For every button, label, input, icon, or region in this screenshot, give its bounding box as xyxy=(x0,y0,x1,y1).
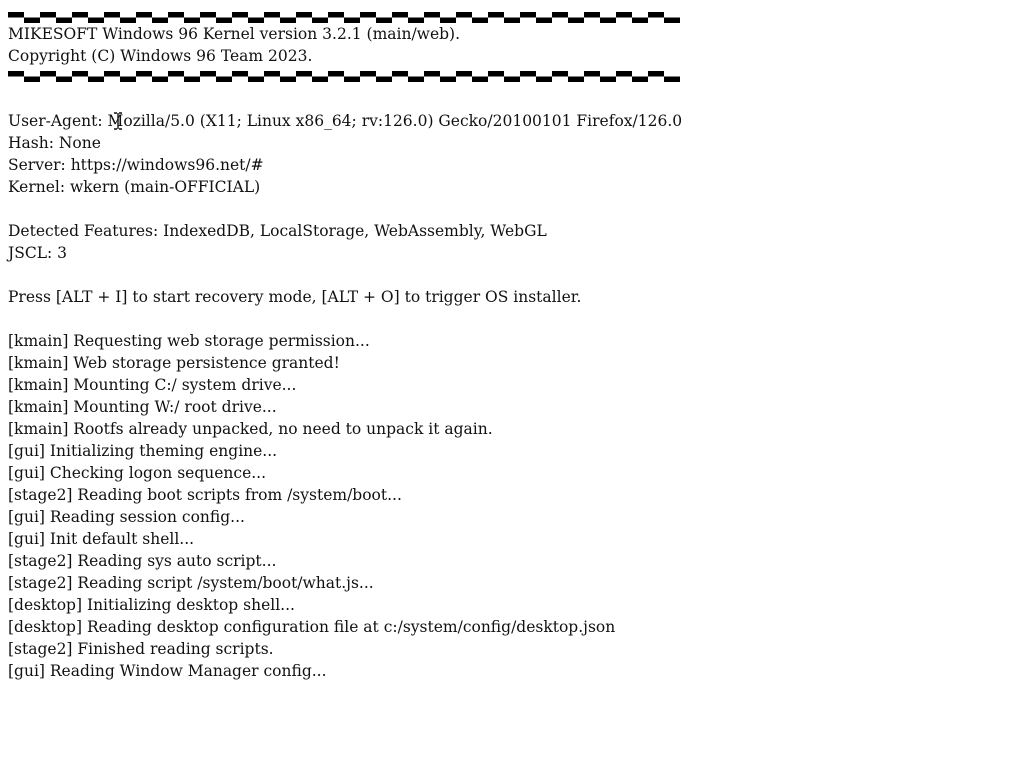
kernel-line: Kernel: wkern (main-OFFICIAL) xyxy=(8,178,261,196)
checker-block xyxy=(264,71,280,77)
checker-block xyxy=(72,12,88,18)
log-line: [gui] Initializing theming engine... xyxy=(8,442,278,460)
checker-block xyxy=(40,12,56,18)
checker-block xyxy=(168,71,184,77)
checker-block xyxy=(456,71,472,77)
checker-block xyxy=(72,71,88,77)
checker-block xyxy=(344,77,360,83)
checker-block xyxy=(184,77,200,83)
checker-block xyxy=(88,77,104,83)
system-info-block xyxy=(8,110,1008,198)
checker-block xyxy=(472,77,488,83)
checker-block xyxy=(216,77,232,83)
checker-block xyxy=(392,12,408,18)
banner-title: MIKESOFT Windows 96 Kernel version 3.2.1 (main/web). xyxy=(8,25,461,43)
checker-block xyxy=(328,71,344,77)
log-line: [kmain] Web storage persistence granted! xyxy=(8,354,340,372)
log-line: [kmain] Mounting W:/ root drive... xyxy=(8,398,277,416)
checker-block xyxy=(360,71,376,77)
checker-block xyxy=(232,12,248,18)
log-line: [gui] Reading session config... xyxy=(8,508,245,526)
checker-block xyxy=(664,77,680,83)
user-agent-line: User-Agent: Mozilla/5.0 (X11; Linux x86_64; rv:126.0) Gecko/20100101 Firefox/126.0 xyxy=(8,112,683,130)
checker-block xyxy=(584,12,600,18)
log-line: [gui] Reading Window Manager config... xyxy=(8,662,327,680)
checker-block xyxy=(568,77,584,83)
checker-block xyxy=(200,71,216,77)
banner-copyright: Copyright (C) Windows 96 Team 2023. xyxy=(8,47,313,65)
checkered-border-bottom xyxy=(8,71,680,82)
checker-block xyxy=(408,77,424,83)
log-line: [gui] Checking logon sequence... xyxy=(8,464,267,482)
checker-block xyxy=(648,12,664,18)
checker-block xyxy=(248,77,264,83)
checker-block xyxy=(136,71,152,77)
log-line: [kmain] Requesting web storage permission... xyxy=(8,332,370,350)
checker-block xyxy=(552,12,568,18)
checker-block xyxy=(104,12,120,18)
checker-block xyxy=(504,77,520,83)
boot-console xyxy=(8,12,1008,682)
checker-block xyxy=(536,18,552,24)
server-line: Server: https://windows96.net/# xyxy=(8,156,264,174)
checker-block xyxy=(40,71,56,77)
log-line: [desktop] Initializing desktop shell... xyxy=(8,596,295,614)
checker-block xyxy=(8,12,24,18)
checker-block xyxy=(136,12,152,18)
checker-block xyxy=(168,12,184,18)
checker-block xyxy=(200,12,216,18)
checker-block xyxy=(392,71,408,77)
checker-block xyxy=(120,77,136,83)
checker-block xyxy=(424,71,440,77)
checker-block xyxy=(664,18,680,24)
checker-block xyxy=(376,77,392,83)
log-line: [kmain] Mounting C:/ system drive... xyxy=(8,376,297,394)
checker-block xyxy=(328,12,344,18)
checker-block xyxy=(280,77,296,83)
jscl-line: JSCL: 3 xyxy=(8,244,67,262)
checker-block xyxy=(264,12,280,18)
boot-log xyxy=(8,330,1008,682)
checker-block xyxy=(600,77,616,83)
spacer xyxy=(8,198,1008,220)
recovery-prompt: Press [ALT + I] to start recovery mode, [ALT + O] to trigger OS installer. xyxy=(8,288,582,306)
checker-block xyxy=(312,77,328,83)
features-block xyxy=(8,220,1008,264)
checker-block xyxy=(488,12,504,18)
checker-block xyxy=(456,12,472,18)
checker-block xyxy=(440,77,456,83)
log-line: [stage2] Reading sys auto script... xyxy=(8,552,277,570)
checker-block xyxy=(296,71,312,77)
checker-block xyxy=(584,71,600,77)
checker-block xyxy=(232,71,248,77)
checker-block xyxy=(296,12,312,18)
checker-block xyxy=(616,71,632,77)
hash-line: Hash: None xyxy=(8,134,101,152)
checkered-border-top xyxy=(8,12,680,23)
text-cursor-icon xyxy=(113,112,123,130)
checker-block xyxy=(616,12,632,18)
checker-block xyxy=(504,18,520,24)
checker-block xyxy=(360,12,376,18)
checker-block xyxy=(472,18,488,24)
checker-block xyxy=(600,18,616,24)
log-line: [stage2] Reading script /system/boot/what.js... xyxy=(8,574,374,592)
checker-block xyxy=(552,71,568,77)
log-line: [desktop] Reading desktop configuration file at c:/system/config/desktop.json xyxy=(8,618,616,636)
checker-block xyxy=(56,77,72,83)
checker-block xyxy=(104,71,120,77)
checker-block xyxy=(520,71,536,77)
checker-block xyxy=(536,77,552,83)
log-line: [kmain] Rootfs already unpacked, no need to unpack it again. xyxy=(8,420,493,438)
checker-block xyxy=(8,71,24,77)
log-line: [gui] Init default shell... xyxy=(8,530,195,548)
checker-block xyxy=(632,18,648,24)
features-line: Detected Features: IndexedDB, LocalStorage, WebAssembly, WebGL xyxy=(8,222,547,240)
checker-block xyxy=(568,18,584,24)
spacer xyxy=(8,264,1008,286)
spacer xyxy=(8,308,1008,330)
checker-block xyxy=(520,12,536,18)
log-line: [stage2] Reading boot scripts from /system/boot... xyxy=(8,486,402,504)
checker-block xyxy=(648,71,664,77)
spacer xyxy=(8,88,1008,110)
checker-block xyxy=(488,71,504,77)
log-line: [stage2] Finished reading scripts. xyxy=(8,640,274,658)
checker-block xyxy=(632,77,648,83)
checker-block xyxy=(424,12,440,18)
checker-block xyxy=(152,77,168,83)
checker-block xyxy=(24,77,40,83)
